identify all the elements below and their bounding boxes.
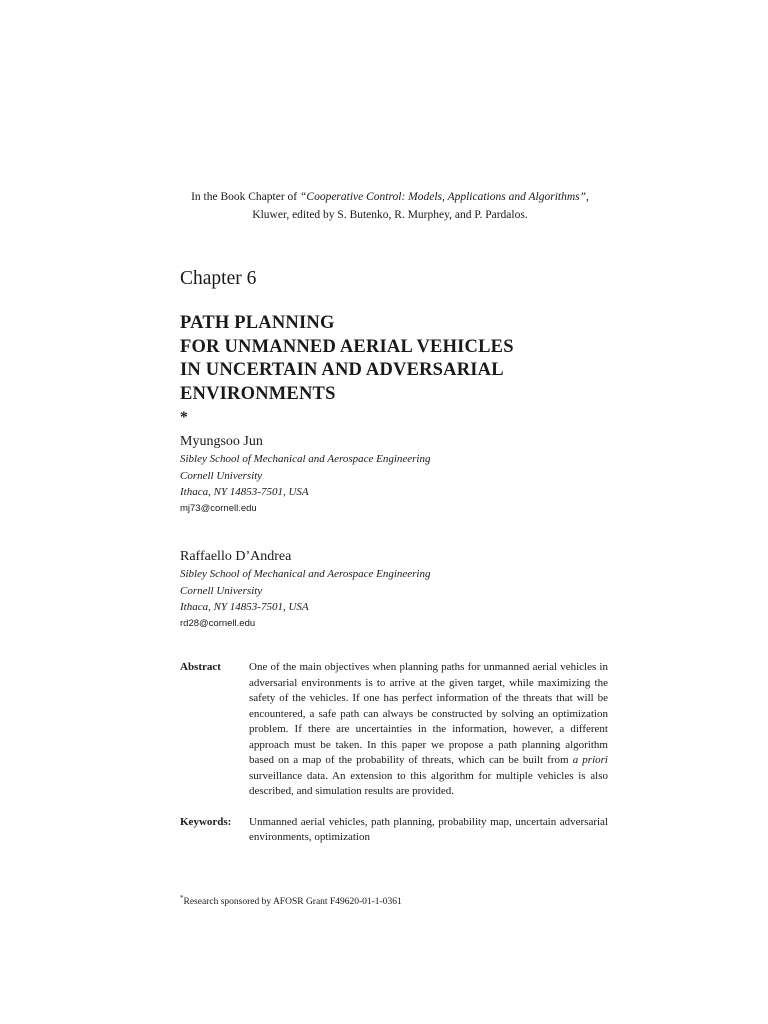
keywords-row — [180, 815, 608, 846]
author-name: Myungsoo Jun — [180, 434, 263, 449]
book-note-prefix: In the Book Chapter of — [191, 191, 300, 203]
author-affiliation-line: Ithaca, NY 14853-7501, USA — [180, 486, 309, 498]
title-footnote-mark: * — [180, 409, 188, 426]
title-line-text: ENVIRONMENTS — [180, 383, 336, 404]
author-affiliation-line: Ithaca, NY 14853-7501, USA — [180, 601, 309, 613]
book-title: “Cooperative Control: Models, Applications and Algorithms” — [300, 191, 587, 203]
keywords-text: Unmanned aerial vehicles, path planning, probability map, uncertain adversarial environments, optimization — [249, 815, 608, 843]
footnote-text: Research sponsored by AFOSR Grant F49620-01-1-0361 — [183, 897, 402, 908]
author-affiliation-line: Sibley School of Mechanical and Aerospace Engineering — [180, 568, 431, 580]
title-line: FOR UNMANNED AERIAL VEHICLES — [180, 336, 514, 357]
abstract-text-part: surveillance data. An extension to this algorithm for multiple vehicles is also described, and simulation results are provided. — [249, 769, 608, 797]
title-line: IN UNCERTAIN AND ADVERSARIAL — [180, 360, 504, 380]
footnote-mark: * — [180, 894, 184, 902]
author-affiliation-line: Cornell University — [180, 469, 263, 482]
author-block-2 — [180, 547, 620, 632]
title-line: PATH PLANNING — [180, 313, 335, 333]
paper-title — [180, 312, 620, 437]
keywords-label: Keywords: — [180, 815, 232, 828]
abstract-section — [180, 660, 608, 846]
author-email: mj73@cornell.edu — [180, 502, 257, 514]
title-line-last — [180, 383, 620, 437]
author-affiliation-line: Sibley School of Mechanical and Aerospace Engineering — [180, 453, 431, 465]
abstract-italic-term: a priori — [572, 754, 608, 766]
footnote — [180, 891, 402, 909]
author-email: rd28@cornell.edu — [180, 617, 256, 629]
abstract-label: Abstract — [180, 661, 221, 673]
chapter-label: Chapter 6 — [180, 268, 257, 289]
abstract-text — [249, 660, 608, 800]
book-chapter-note — [180, 188, 600, 224]
book-note-suffix: , Kluwer, edited by S. Butenko, R. Murphey, and P. Pardalos. — [252, 191, 589, 221]
abstract-row — [180, 660, 608, 800]
abstract-text-part: One of the main objectives when planning paths for unmanned aerial vehicles in adversarial environments is to arrive at the given target, while maximizing the safety of the vehicles. If one has perfect information of the threats that will be encountered, a safe path can always be constructed by solving an optimization problem. If there are uncertainties in the information, however, a different approach must be taken. In this paper we propose a path planning algorithm based on a map of the probability of threats, which can be built from — [249, 661, 608, 766]
author-affiliation-line: Cornell University — [180, 584, 263, 597]
author-name: Raffaello D’Andrea — [180, 549, 292, 564]
author-block-1 — [180, 432, 620, 517]
